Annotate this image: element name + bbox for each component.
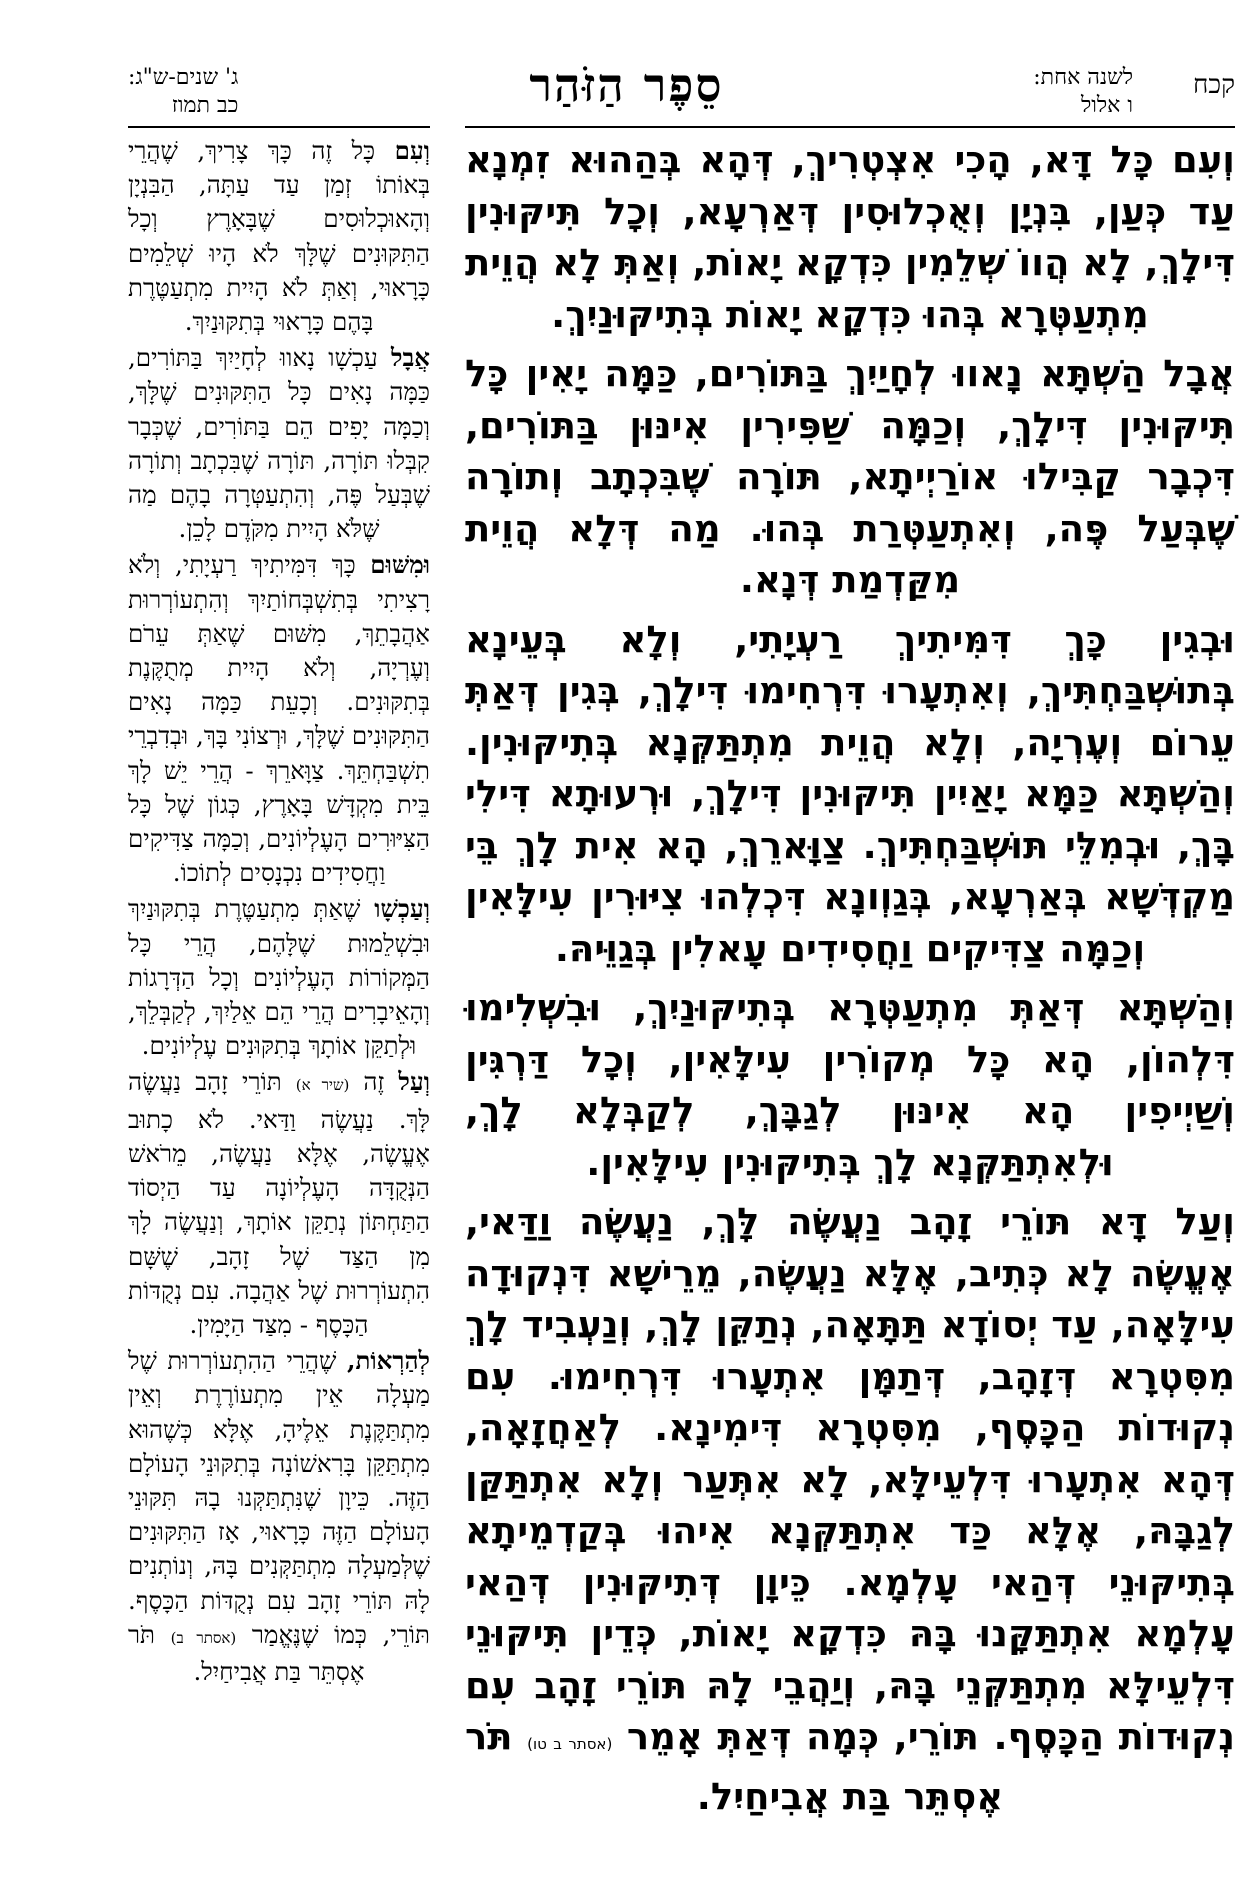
paragraph-lead-word: וּמִשּׁוּם <box>370 550 430 580</box>
header-rule <box>128 126 430 128</box>
paragraph-text: דְּאַתְּ מִתְעַטְּרָא בְּתִיקּוּנַיִךְ, וּבִשְׁלִימוּ דִּלְהוֹן, הָא כָּל מְקוֹרִין עִילָּאִין, וְכָל דַּרְגִּין וְשַׁיְיפִין הָא אִינּוּן לְגַבָּךְ, לְקַבְּלָא לָךְ, וּלְאִתְתַּקְּנָא לָךְ בְּתִיקּוּנִין עִילָּאִין. <box>465 986 1235 1184</box>
page-number: קכח <box>1192 70 1235 100</box>
page-header <box>0 58 1253 128</box>
paragraph <box>128 1344 430 1689</box>
paragraph-lead-word: אֲבָל <box>1163 352 1235 395</box>
hebrew-translation-column <box>128 134 430 1691</box>
paragraph-text: תּוֹרֵי זָהָב נַעֲשֶׂה לָּךְ. נַעֲשֶׂה וַדַּאי. לֹא כָתוּב אֶעֱשֶׂה, אֶלָּא נַעֲשֶׂה, מֵרֹאשׁ הַנְּקֻדָּה הָעֶלְיוֹנָה עַד הַיְסוֹד הַתַּחְתּוֹן נְתַקֵּן אוֹתָךְ, וְנַעֲשֶׂה לָךְ מִן הַצַּד שֶׁל זָהָב, שֶׁשָּׁם הִתְעוֹרְרוּת שֶׁל אַהֲבָה. עִם נְקֻדּוֹת הַכָּסֶף - מִצַּד הַיָּמִין. <box>128 1067 430 1339</box>
paragraph-lead-word: וְהַשְׁתָּא <box>1116 986 1235 1029</box>
paragraph-lead-word: וְעַל <box>398 1067 430 1097</box>
paragraph-text: זֶה <box>349 1067 399 1097</box>
paragraph-text: כָּךְ דִּמִּיתִיךְ רַעְיָתִי, וְלֹא רָצִיתִי בְּתִשְׁבְּחוֹתַיִךְ וְהִתְעוֹרְרוּת אַהֲבָתֵךְ, מִשּׁוּם שֶׁאַתְּ עֵרֹם וְעֶרְיָה, וְלֹא הָיִית מְתֻקֶּנֶת בְּתִקּוּנִים. וְכָעֵת כַּמָּה נָאִים הַתִּקּוּנִים שֶׁלָּךְ, וּרְצוֹנִי בָּךְ, וּבְדִבְרֵי תִשְׁבַּחְתֵּךְ. צַוָּארֵךְ - הֲרֵי יֵשׁ לָךְ בֵּית מִקְדָּשׁ בָּאָרֶץ, כְּגוֹן שֶׁל כָּל הַצִּיּוּרִים הָעֶלְיוֹנִים, וְכַמָּה צַדִּיקִים וַחֲסִידִים נִכְנָסִים לְתוֹכוֹ. <box>128 550 430 888</box>
paragraph-text: כָּל זֶה כָּךְ צָרִיךְ, שֶׁהֲרֵי בְּאוֹתוֹ זְמַן עַד עַתָּה, הַבִּנְיָן וְהָאוּכְלוּסִים שֶׁבָּאָרֶץ וְכָל הַתִּקּוּנִים שֶׁלָּךְ לֹא הָיוּ שְׁלֵמִים כָּרָאוּי, וְאַתְּ לֹא הָיִית מִתְעַטֶּרֶת בָּהֶם כָּרָאוּי בְּתִקּוּנַיִךְ. <box>128 136 430 337</box>
source-reference: (אסתר ב) <box>170 1628 237 1647</box>
aramaic-text-column <box>465 134 1235 1830</box>
paragraph <box>128 341 430 546</box>
paragraph-text: תֹּר אֶסְתֵּר בַּת אֲבִיחַיִל. <box>128 1619 365 1686</box>
header-rule <box>465 126 1235 128</box>
book-title: סֵפֶר הַזֹּהַר <box>529 58 724 112</box>
paragraph-lead-word: וְעִם <box>394 136 430 165</box>
paragraph-text: עַכְשָׁו נָאווּ לְחָיַיִךְ בַּתּוֹרִים, כַּמָּה נָאִים כָּל הַתִּקּוּנִים שֶׁלָּךְ, וְכַמָּה יָפִים הֵם בַּתּוֹרִים, שֶׁכְּבָר קִבְּלוּ תּוֹרָה, תּוֹרָה שֶׁבִּכְתָב וְתוֹרָה שֶׁבְּעַל פֶּה, וְהִתְעַטְּרָה בָהֶם מַה שֶּׁלֹּא הָיִית מִקֹּדֶם לָכֵן. <box>128 343 430 544</box>
study-schedule-line: לשנה אחת: <box>1033 65 1133 90</box>
paragraph-text: כָּךְ דִּמִּיתִיךְ רַעְיָתִי, וְלָא בְּעֵינָא בְּתוּשְׁבַּחְתִּיךְ, וְאִתְעָרוּ דִּרְחִימוּ דִּילָךְ, בְּגִין דְּאַתְּ עֵרוֹם וְעֶרְיָה, וְלָא הֲוֵית מִתְתַּקְּנָא בְּתִיקּוּנִין. וְהַשְׁתָּא כַּמָּא יָאַיִין תִּיקּוּנִין דִּילָךְ, וּרְעוּתָא דִּילִי בָּךְ, וּבְמִלֵּי תּוּשְׁבַּחְתִּיךְ. צַוָּארֵךְ, הָא אִית לָךְ בֵּי מַקְדְּשָׁא בְּאַרְעָא, בְּגַוְונָא דִּכְלְהוּ צִיּוּרִין עִילָּאִין וְכַמָּה צַדִּיקִים וַחֲסִידִים עָאלִין בְּגַוֵּיהּ. <box>465 617 1235 970</box>
paragraph-lead-word: וְעִם <box>1171 138 1235 181</box>
paragraph <box>465 982 1235 1188</box>
paragraph-text: תֹּר אֶסְתֵּר בַּת אֲבִיחַיִל. <box>465 1715 1004 1818</box>
paragraph <box>128 548 430 890</box>
study-schedule-line: ג' שנים-ש"ג: <box>128 65 239 90</box>
paragraph-lead-word: וְעַל <box>1175 1200 1235 1243</box>
paragraph <box>465 1196 1235 1822</box>
paragraph-lead-word: אֲבָל <box>391 343 430 373</box>
source-reference: (אסתר ב טו) <box>527 1735 613 1753</box>
paragraph-lead-word: וְעַכְשָׁו <box>374 894 430 924</box>
paragraph <box>465 134 1235 340</box>
paragraph <box>465 348 1235 606</box>
paragraph <box>128 892 430 1063</box>
paragraph <box>465 614 1235 975</box>
paragraph-text: כָּל דָּא, הָכִי אִצְטְרִיךְ, דְּהָא בְּהַהוּא זִמְנָא עַד כְּעַן, בִּנְיָן וְאֻכְלוּסִין דְּאַרְעָא, וְכָל תִּיקּוּנִין דִּילָךְ, לָא הֲווֹ שְׁלֵמִין כִּדְקָא יָאוֹת, וְאַתְּ לָא הֲוֵית מִתְעַטְּרָא בְּהוּ כִּדְקָא יָאוֹת בְּתִיקּוּנַיִךְ. <box>465 138 1235 336</box>
paragraph <box>128 1065 430 1342</box>
paragraph-lead-word: לְהַרְאוֹת, <box>346 1346 430 1376</box>
paragraph-lead-word: וּבְגִין <box>1159 617 1235 661</box>
paragraph-text: שֶׁהֲרֵי הַהִתְעוֹרְרוּת שֶׁל מַעְלָה אֵין מִתְעוֹרֶרֶת וְאֵין מִתְתַּקֶּנֶת אֵלֶיהָ, אֶלָּא כְּשֶׁהוּא מִתְתַּקֵּן בָּרִאשׁוֹנָה בְּתִקּוּנֵי הָעוֹלָם הַזֶּה. כֵּיוָן שֶׁנִּתְתַּקְּנוּ בָהּ תִּקּוּנֵי הָעוֹלָם הַזֶּה כָּרָאוּי, אָז הַתִּקּוּנִים שֶׁלְּמַעְלָה מִתְתַּקְּנִים בָּהּ, וְנוֹתְנִים לָהּ תּוֹרֵי זָהָב עִם נְקֻדּוֹת הַכָּסֶף. תּוֹרֵי, כְּמוֹ שֶׁנֶּאֱמַר <box>128 1346 430 1649</box>
study-schedule-three-years <box>128 64 238 120</box>
study-schedule-line: כב תמוז <box>171 93 239 118</box>
paragraph-text: הַשְׁתָּא נָאווּ לְחָיַיִךְ בַּתּוֹרִים, כַּמָּה יָאִין כָּל תִּיקּוּנִין דִּילָךְ, וְכַמָּה שַׁפִּירִין אִינּוּן בַּתּוֹרִים, דִּכְבָר קַבִּילוּ אוֹרַיְיתָא, תּוֹרָה שֶׁבִּכְתָב וְתוֹרָה שֶׁבְּעַל פֶּה, וְאִתְעַטְּרַת בְּהוּ. מַה דְּלָא הֲוֵית מִקַּדְמַת דְּנָא. <box>465 352 1235 601</box>
paragraph <box>128 134 430 339</box>
source-reference: (שיר א) <box>295 1076 350 1095</box>
paragraph-text: שֶׁאַתְּ מִתְעַטֶּרֶת בְּתִקּוּנַיִךְ וּבִשְׁלֵמוּת שֶׁלָּהֶם, הֲרֵי כָּל הַמְּקוֹרוֹת הָעֶלְיוֹנִים וְכָל הַדְּרָגוֹת וְהָאֵיבָרִים הֲרֵי הֵם אֵלַיִךְ, לְקַבְּלֵךְ, וּלְתַקֵּן אוֹתָךְ בְּתִקּוּנִים עֶלְיוֹנִים. <box>128 894 430 1061</box>
paragraph-text: דָּא תּוֹרֵי זָהָב נַעֲשֶׂה לָּךְ, נַעֲשֶׂה וַדַּאי, אֶעֱשֶׂה לָא כְּתִיב, אֶלָּא נַעֲשֶׂה, מֵרֵישָׁא דִּנְקוּדָה עִילָּאָה, עַד יְסוֹדָא תַּתָּאָה, נְתַקֵּן לָךְ, וְנַעְבִיד לָךְ מִסִּטְרָא דְּזָהָב, דְּתַמָּן אִתְעָרוּ דִּרְחִימוּ. עִם נְקוּדוֹת הַכָּסֶף, מִסִּטְרָא דִּימִינָא. לְאַחֲזָאָה, דְּהָא אִתְעָרוּ דִּלְעֵילָּא, לָא אִתְּעַר וְלָא אִתְתַּקַּן לְגַבָּהּ, אֶלָּא כַּד אִתְתַּקְּנָא אִיהוּ בְּקַדְמֵיתָא בְּתִיקּוּנֵי דְּהַאי עָלְמָא. כֵּיוָן דְּתִיקּוּנִין דְּהַאי עָלְמָא אִתְתַּקָּנוּ בָּהּ כִּדְקָא יָאוֹת, כְּדֵין תִּיקּוּנֵי דִּלְעֵילָּא מִתְתַּקְּנֵי בָּהּ, וְיַהֲבֵי לָהּ תּוֹרֵי זָהָב עִם נְקוּדוֹת הַכָּסֶף. תּוֹרֵי, כְּמָה דְּאַתְּ אָמֵר <box>465 1200 1236 1758</box>
study-schedule-line: ו אלול <box>1080 93 1133 118</box>
